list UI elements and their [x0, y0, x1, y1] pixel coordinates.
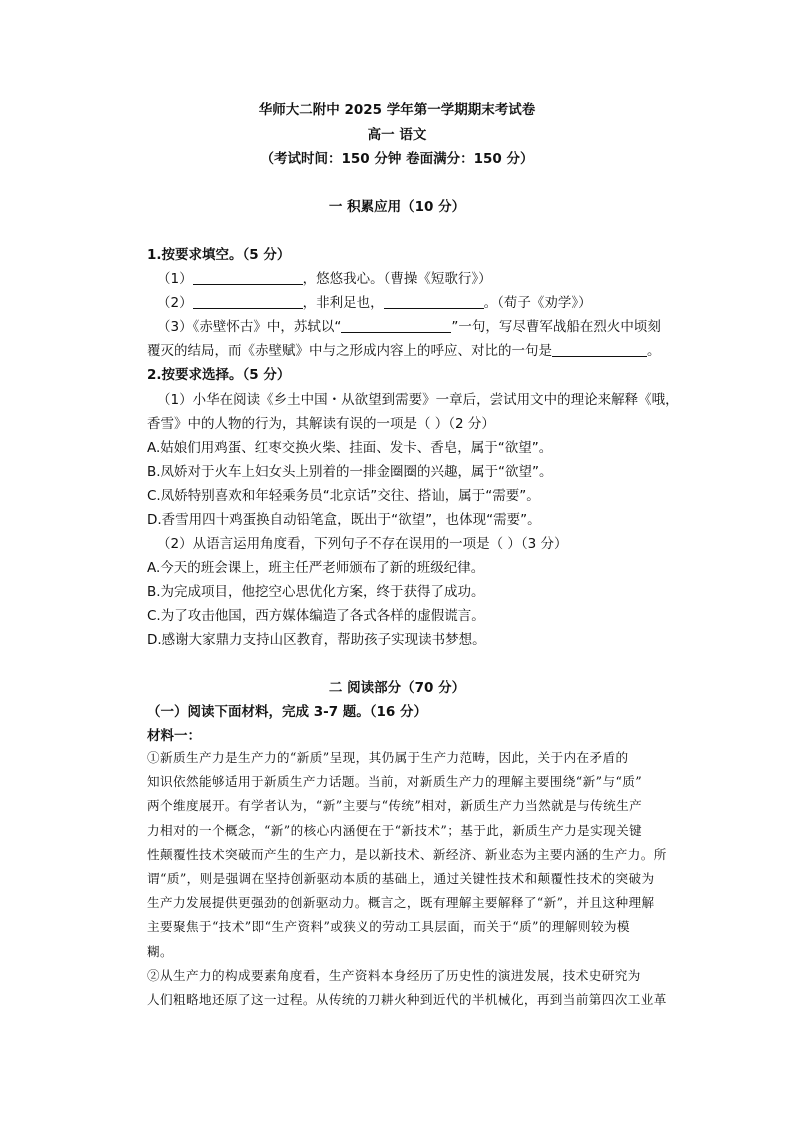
paragraph-line: ②从生产力的构成要素角度看，生产资料本身经历了历史性的演进发展，技术史研究为: [147, 968, 641, 983]
paragraph-line: ①新质生产力是生产力的“新质”呈现，其仍属于生产力范畴，因此，关于内在矛盾的: [147, 750, 629, 765]
q1-item3-line2: [147, 342, 661, 360]
q2-sub2-option-c: C.为了攻击他国，西方媒体编造了各式各样的虚假谎言。: [147, 608, 485, 624]
q1-item2-prefix: （2）: [157, 295, 193, 311]
q2-sub2-option-b: B.为完成项目，他挖空心思优化方案，终于获得了成功。: [147, 584, 485, 600]
material-paragraph-1: [147, 746, 677, 964]
q2-sub2-option-a: A.今天的班会课上，班主任严老师颁布了新的班级纪律。: [147, 560, 485, 576]
q1-item2: [157, 294, 592, 312]
material-paragraph-2: [147, 964, 677, 1012]
q1-item3-prefix: （3）《赤壁怀古》中，苏轼以“: [157, 319, 342, 335]
exam-title: 华师大二附中 2025 学年第一学期期末考试卷: [258, 102, 536, 118]
q1-item2-suffix: 。（荀子《劝学》）: [483, 295, 592, 311]
section2-sub-heading: （一）阅读下面材料，完成 3-7 题。（16 分）: [147, 704, 428, 720]
material-label: 材料一：: [147, 728, 201, 744]
paragraph-line: 人们粗略地还原了这一过程。从传统的刀耕火种到近代的半机械化，再到当前第四次工业革: [147, 992, 667, 1008]
q1-item1-prefix: （1）: [157, 271, 193, 287]
section1-heading: 一 积累应用（10 分）: [328, 199, 466, 215]
paragraph-line: 生产力发展提供更强劲的创新驱动力。概言之，既有理解主要解释了“新”，并且这种理解: [147, 895, 655, 911]
paragraph-line: 性颠覆性技术突破而产生的生产力，是以新技术、新经济、新业态为主要内涵的生产力。所: [147, 846, 667, 862]
q2-sub1-line1: （1）小华在阅读《乡土中国・从欲望到需要》一章后，尝试用文中的理论来解释《哦，: [157, 392, 679, 408]
paragraph-line: 力相对的一个概念，“新”的核心内涵便在于“新技术”；基于此，新质生产力是实现关键: [147, 822, 643, 838]
q2-sub2-option-d: D.感谢大家鼎力支持山区教育，帮助孩子实现读书梦想。: [147, 632, 486, 648]
q1-item1: [157, 270, 492, 288]
q2-sub1-option-d: D.香雪用四十鸡蛋换自动铅笔盒，既出于“欲望”，也体现“需要”。: [147, 512, 541, 528]
q1-item3-suffix: ”一句，写尽曹军战船在烈火中顷刻: [451, 319, 661, 335]
q2-sub1-line2: 香雪》中的人物的行为，其解读有误的一项是（ ）（2 分）: [147, 416, 495, 432]
exam-subtitle: 高一 语文: [367, 127, 427, 143]
paragraph-line: 谓“质”，则是强调在坚持创新驱动本质的基础上，通过关键性技术和颠覆性技术的突破为: [147, 871, 655, 887]
paragraph-line: 主要聚焦于“技术”即“生产资料”或狭义的劳动工具层面，而关于“质”的理解则较为模: [147, 919, 630, 935]
q1-title: 1.按要求填空。（5 分）: [147, 247, 291, 263]
answer-blank[interactable]: [552, 342, 647, 357]
q2-sub2-line1: （2）从语言运用角度看，下列句子不存在误用的一项是（ ）（3 分）: [157, 536, 568, 552]
q2-sub1-option-b: B.凤娇对于火车上妇女头上别着的一排金圈圈的兴趣，属于“欲望”。: [147, 464, 553, 480]
q1-item1-suffix: ，悠悠我心。（曹操《短歌行》）: [302, 271, 492, 287]
paragraph-line: 糊。: [147, 943, 173, 959]
q1-item3-line2-suffix: 。: [647, 343, 661, 359]
q1-item3-line2-prefix: 覆灭的结局，而《赤壁赋》中与之形成内容上的呼应、对比的一句是: [147, 343, 552, 359]
q2-sub1-option-a: A.姑娘们用鸡蛋、红枣交换火柴、挂面、发卡、香皂，属于“欲望”。: [147, 440, 553, 456]
section2-heading: 二 阅读部分（70 分）: [328, 680, 466, 696]
q2-sub1-option-c: C.凤娇特别喜欢和年轻乘务员“北京话”交往、搭讪，属于“需要”。: [147, 488, 540, 504]
paragraph-line: 知识依然能够适用于新质生产力话题。当前，对新质生产力的理解主要围绕“新”与“质”: [147, 774, 643, 790]
answer-blank[interactable]: [384, 294, 484, 309]
exam-info: （考试时间：150 分钟 卷面满分：150 分）: [260, 151, 534, 167]
answer-blank[interactable]: [193, 294, 303, 309]
answer-blank[interactable]: [193, 270, 303, 285]
answer-blank[interactable]: [341, 318, 451, 333]
q1-item2-mid: ，非利足也，: [302, 295, 384, 311]
q2-title: 2.按要求选择。（5 分）: [147, 367, 291, 383]
q1-item3: [157, 318, 661, 336]
paragraph-line: 两个维度展开。有学者认为，“新”主要与“传统”相对，新质生产力当然就是与传统生产: [147, 798, 643, 814]
